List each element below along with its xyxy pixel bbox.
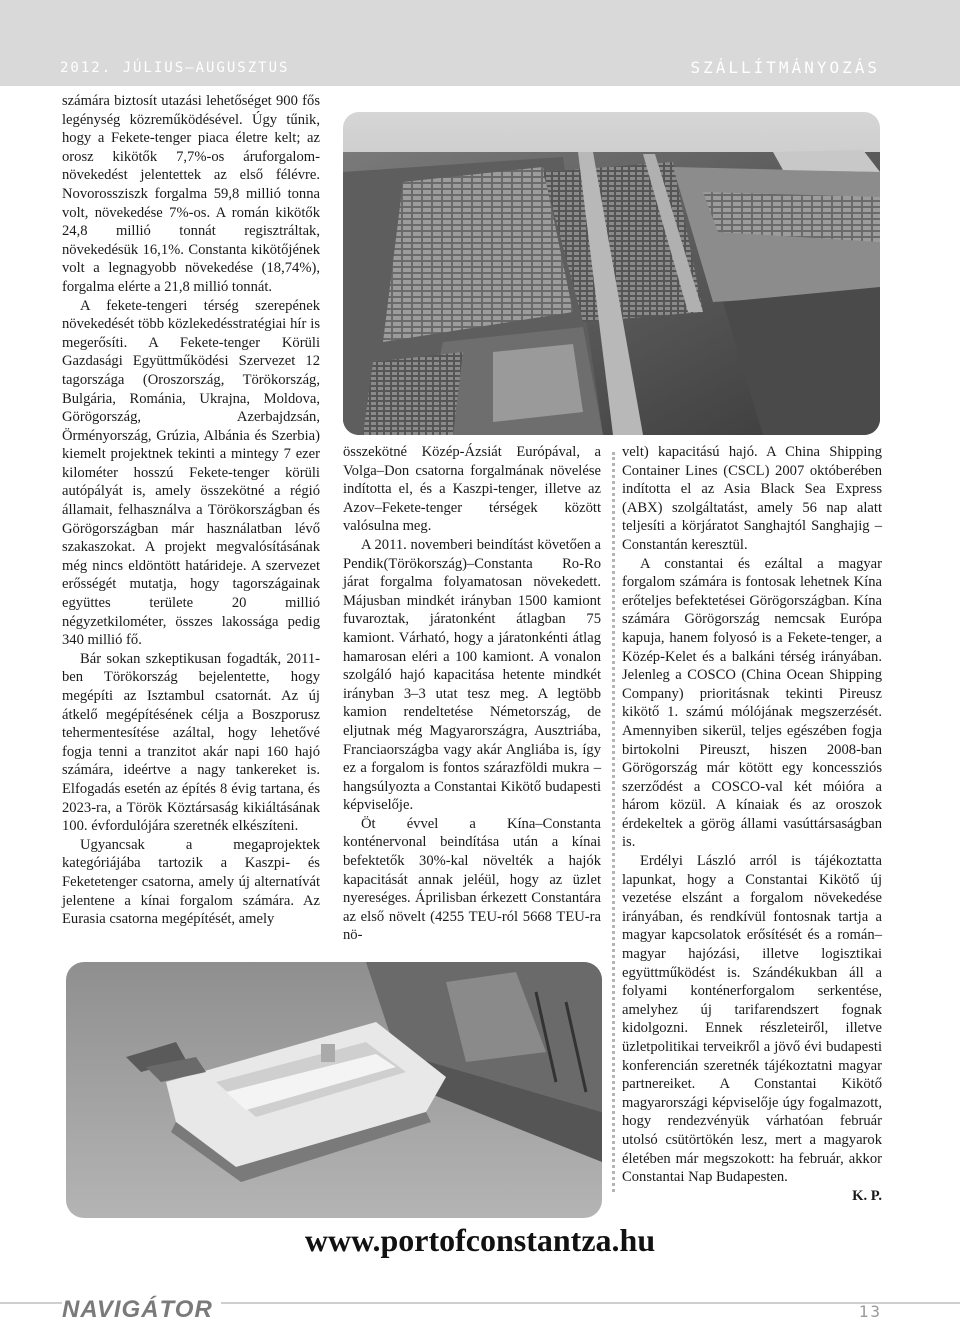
paragraph: A 2011. novemberi beindítást követően a Pendik(Törökország)–Constanta Ro-Ro járat forgalma folyamatosan növekedett. Májusban mindkét irányban 1500 kamiont fuvaroztak, járatonként átlagban 75 kamiont. Várható, hogy a járatonkénti átlag hamarosan eléri a 100 kamiont. A vonalon szolgáló hajó kapacitása hetente mindkét irányban 3–3 utat tesz meg. A legtöbb kamion rendeltetése Németország, de eljutnak még Magyarországra, Ausztriába, Franciaországba vagy akár Angliába is, így ez a forgalom is fontos szárazföldi mukra – hangsúlyozta a Constantai Kikötő budapesti képviselője. [343,536,601,814]
article-column-1 [62,92,320,929]
page-header [0,0,960,86]
column-divider [612,452,615,1192]
paragraph: velt) kapacitású hajó. A China Shipping Container Lines (CSCL) 2007 októberében indította el az Asia Black Sea Express (ABX) szolgáltatást, amely 56 nap alatt teljesíti a körjáratot Sanghajtól Sanghajig – Constantán keresztül. [622,444,882,553]
paragraph: Öt évvel a Kína–Constanta konténervonal beindítása után a kínai befektetők 30%-kal növelték a hajók kapacitását annak jeléül, hogy az üzlet nyereséges. Áprilisban érkezett Constantára az első növelt (4255 TEU-ról 5668 TEU-ra nö- [343,815,601,944]
article-column-2 [343,443,601,945]
paragraph: Ugyancsak a megaprojektek kategóriájába tartozik a Kaszpi- és Feketetenger csatorna, amely új alternatívát jelentene a kínai forgalom számára. Az Eurasia csatorna megépítését, amely [62,836,320,928]
section-title: SZÁLLÍTMÁNYOZÁS [690,58,880,77]
port-aerial-photo [343,112,880,435]
issue-date: 2012. JÚLIUS–AUGUSZTUS [60,60,290,76]
article-column-3 [622,443,882,1205]
paragraph: A constantai és ezáltal a magyar forgalom számára is fontosak lehetnek Kína erőteljes befektetései Görögországban. Kína számára Görögország nemcsak Európa kapuja, hanem folyosó is a Fekete-tenger, a Közép-Kelet és a balkáni térség irányában. Jelenleg a COSCO (China Ocean Shipping Company) prioritásnak tekinti Pireusz kikötő 1. számú mólójának megszerzését. Amennyiben sikerül, teljes egészében fogja birtokolni Pireuszt, hiszen 2008-ban Görögország már kötött egy koncessziós szerződést a COSCO-val két móióra a három közül. A kínaiak és az oroszok érdekeltek a görög állami vasúttársaságban is. [622,555,882,851]
website-url: www.portofconstantza.hu [304,1222,656,1258]
paragraph: A fekete-tengeri térség szerepének növekedését több közlekedésstratégiai hír is megerősíti. A Fekete-tenger Körüli Gazdasági Együttműködési Szervezet 12 tagországa (Oroszország, Törökország, Bulgária, Románia, Ukrajna, Moldova, Görögország, Azerbajdzsán, Örményország, Grúzia, Albánia és Szerbia) kiemelt projektnek tekinti a mintegy 7 ezer kilométer hosszú Fekete-tenger körüli autópályát is, amely összekötné a régió államait, felhasználva a Törökországban és Görögországban már használatban lévő szakaszokat. A projekt megvalósításának még nincs eldöntött határideje. A szervezet erősségét mutatja, hogy tagországainak együttes területe 20 millió négyzetkilométer, összes lakossága pedig 340 millió fő. [62,297,320,649]
paragraph: Erdélyi László arról is tájékoztatta lapunkat, hogy a Constantai Kikötő új vezetése elszánt a forgalom növekedése irányában, és rendkívül fontosnak tartja a magyar kapcsolatok erősítését és a román–magyar hajózási, illetve logisztikai együttműködést is. Szándékukban áll a folyami konténerforgalom serkentése, amelyhez új tarifarendszert fognak kidolgozni. Ennek részleteiről, illetve üzletpolitikai terveikről a jövő évi budapesti konferencián szeretnék tájékoztatni magyar partnereiket. A Constantai Kikötő magyarországi képviselője úgy fogalmazott, hogy rendezvényük várhatóan február utolsó csütörtökén lesz, mert a magyarok életében már megszokott: ha február, akkor Constantai Nap Budapesten. [622,853,882,1186]
paragraph: összekötné Közép-Ázsiát Európával, a Volga–Don csatorna forgalmának növelése indította el, és a Kaszpi-tenger, illetve az Azov–Fekete-tenger térségek között valósulna meg. [343,444,601,535]
paragraph: számára biztosít utazási lehetőséget 900 fős legénység közreműködésével. Úgy tűnik, hogy a Fekete-tenger piaca életre kelt; az orosz kikötők 7,7%-os áruforgalom-növekedést jelentettek az első félévre. Novorossziszk forgalma 59,8 millió tonna volt, növekedése 7%-os. A román kikötők 24,8 millió tonnát regisztráltak, növekedésük 16,1%. Constanta kikötőjének volt a legnagyobb növekedése (18,74%), forgalma elérte a 21,8 millió tonnát. [62,93,320,295]
page-number: 13 [858,1302,882,1321]
paragraph: Bár sokan szkeptikusan fogadták, 2011-ben Törökország bejelentette, hogy megépíti az Isztambul csatornát. Az új átkelő megépítésének célja a Boszporusz tehermentesítése azáltal, hogy lehetővé fogja tenni a tranzitot akár napi 160 hajó számára, ideértve a nagy tankereket is. Elfogadás esetén az építés 8 évig tartana, és 2023-ra, a Török Köztársaság kikiáltásának 100. évfordulójára szeretnék elkészíteni. [62,650,320,835]
author-signature: K. P. [852,1187,882,1204]
cruise-ship-photo [66,962,602,1218]
magazine-logo: NAVIGÁTOR [62,1296,221,1324]
